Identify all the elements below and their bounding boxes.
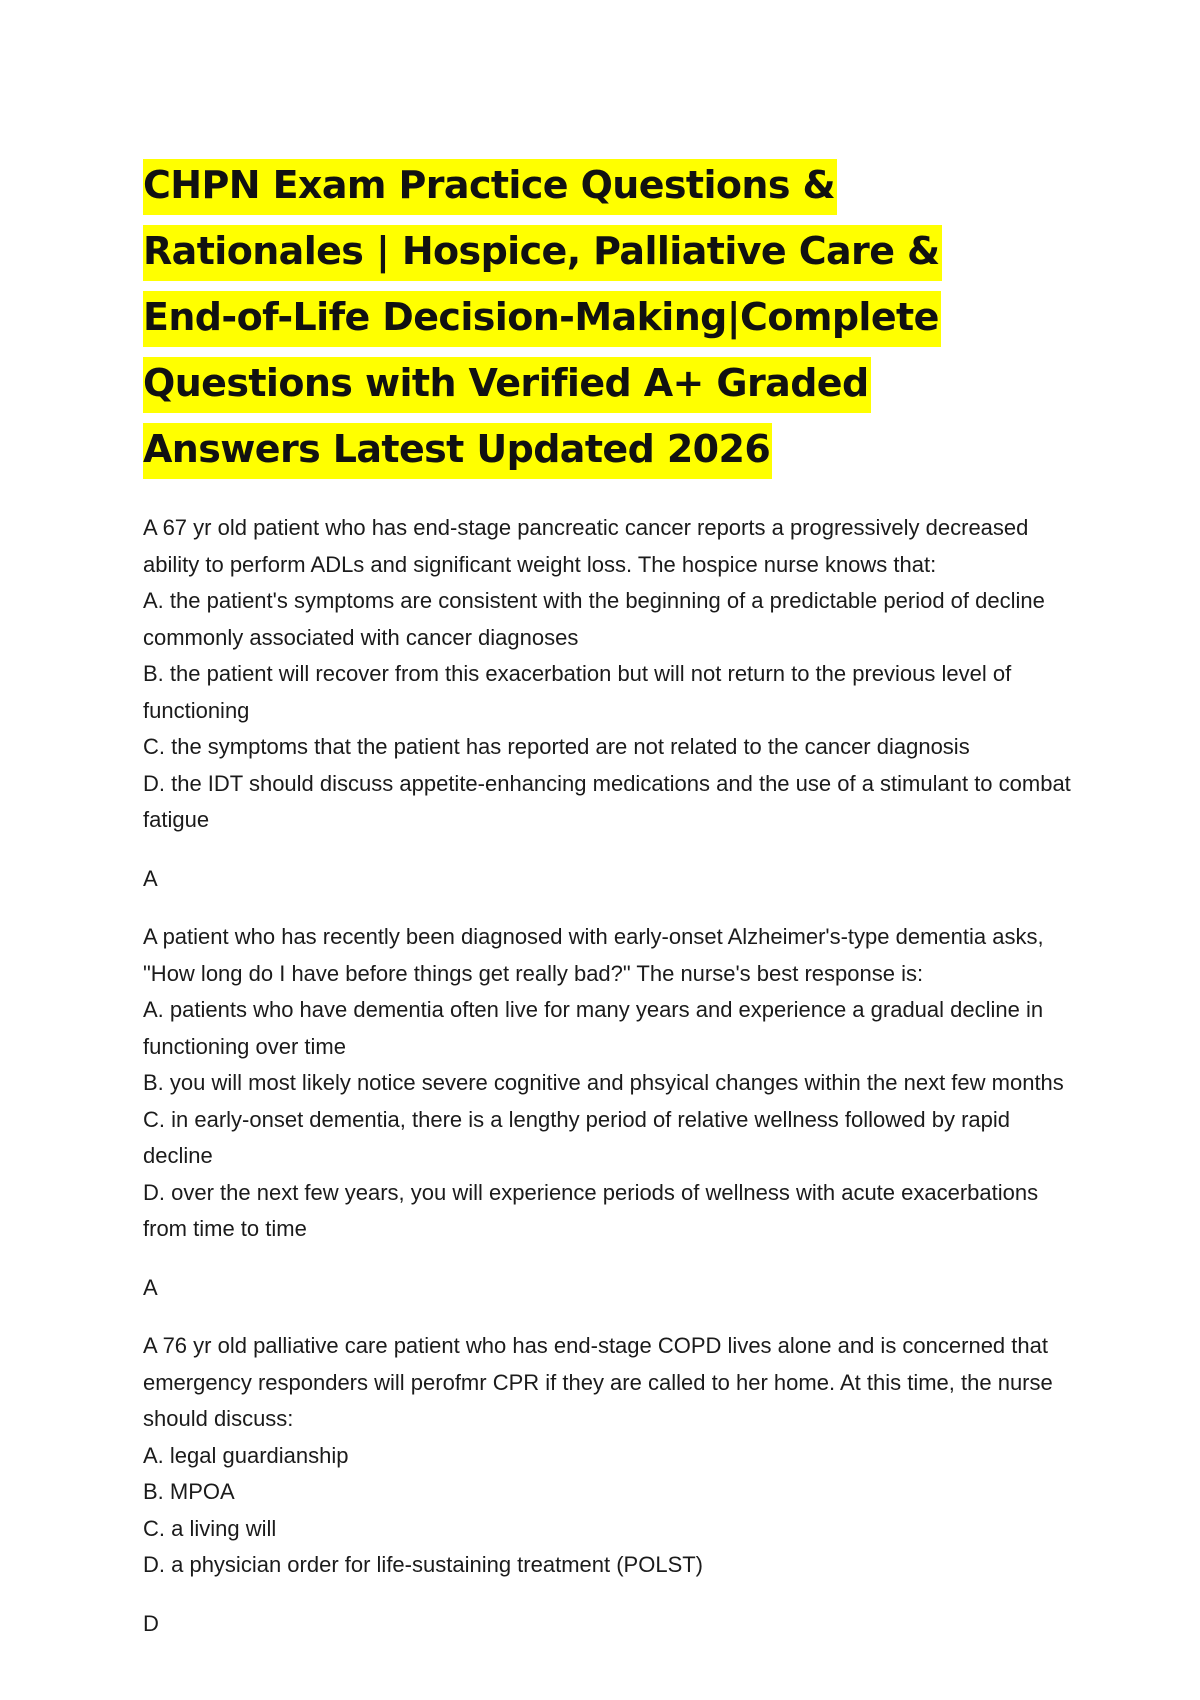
option-b: B. the patient will recover from this exacerbation but will not return to the previous level of functioning (143, 661, 1012, 723)
option-c: C. a living will (143, 1515, 277, 1541)
answer: D (143, 1610, 159, 1636)
question-3 (143, 1328, 1070, 1584)
question-1 (143, 510, 1070, 839)
option-c: C. the symptoms that the patient has reported are not related to the cancer diagnosis (143, 734, 970, 759)
document-title (143, 152, 1043, 482)
question-stem: A patient who has recently been diagnosed with early-onset Alzheimer's-type dementia asks, "How long do I have before things get really bad?" The nurse's best response is: (143, 924, 1044, 986)
option-d: D. over the next few years, you will experience periods of wellness with acute exacerbations from time to time (143, 1179, 1039, 1241)
option-d: D. a physician order for life-sustaining treatment (POLST) (143, 1552, 704, 1577)
option-b: B. you will most likely notice severe cognitive and phsyical changes within the next few months (143, 1070, 1064, 1095)
option-a: A. patients who have dementia often live for many years and experience a gradual decline in functioning over time (143, 997, 1044, 1059)
option-a: A. legal guardianship (143, 1442, 349, 1468)
answer: A (143, 1274, 158, 1300)
option-c: C. in early-onset dementia, there is a lengthy period of relative wellness followed by rapid decline (143, 1106, 1011, 1168)
question-stem: A 76 yr old palliative care patient who has end-stage COPD lives alone and is concerned that emergency responders will perofmr CPR if they are called to her home. At this time, the nurse should discuss: (143, 1333, 1053, 1431)
answer: A (143, 865, 158, 891)
title-highlight: CHPN Exam Practice Questions & Rationales | Hospice, Palliative Care & End-of-Life Decision-Making|Complete Questions with Verified A+ Graded Answers Latest Updated 2026 (143, 159, 942, 479)
question-2 (143, 919, 1070, 1248)
option-a: A. the patient's symptoms are consistent with the beginning of a predictable period of decline commonly associated with cancer diagnoses (143, 588, 1045, 650)
option-d: D. the IDT should discuss appetite-enhancing medications and the use of a stimulant to combat fatigue (143, 770, 1071, 832)
option-b: B. MPOA (143, 1479, 235, 1504)
question-stem: A 67 yr old patient who has end-stage pancreatic cancer reports a progressively decreased ability to perform ADLs and significant weight loss. The hospice nurse knows that: (143, 515, 1029, 577)
